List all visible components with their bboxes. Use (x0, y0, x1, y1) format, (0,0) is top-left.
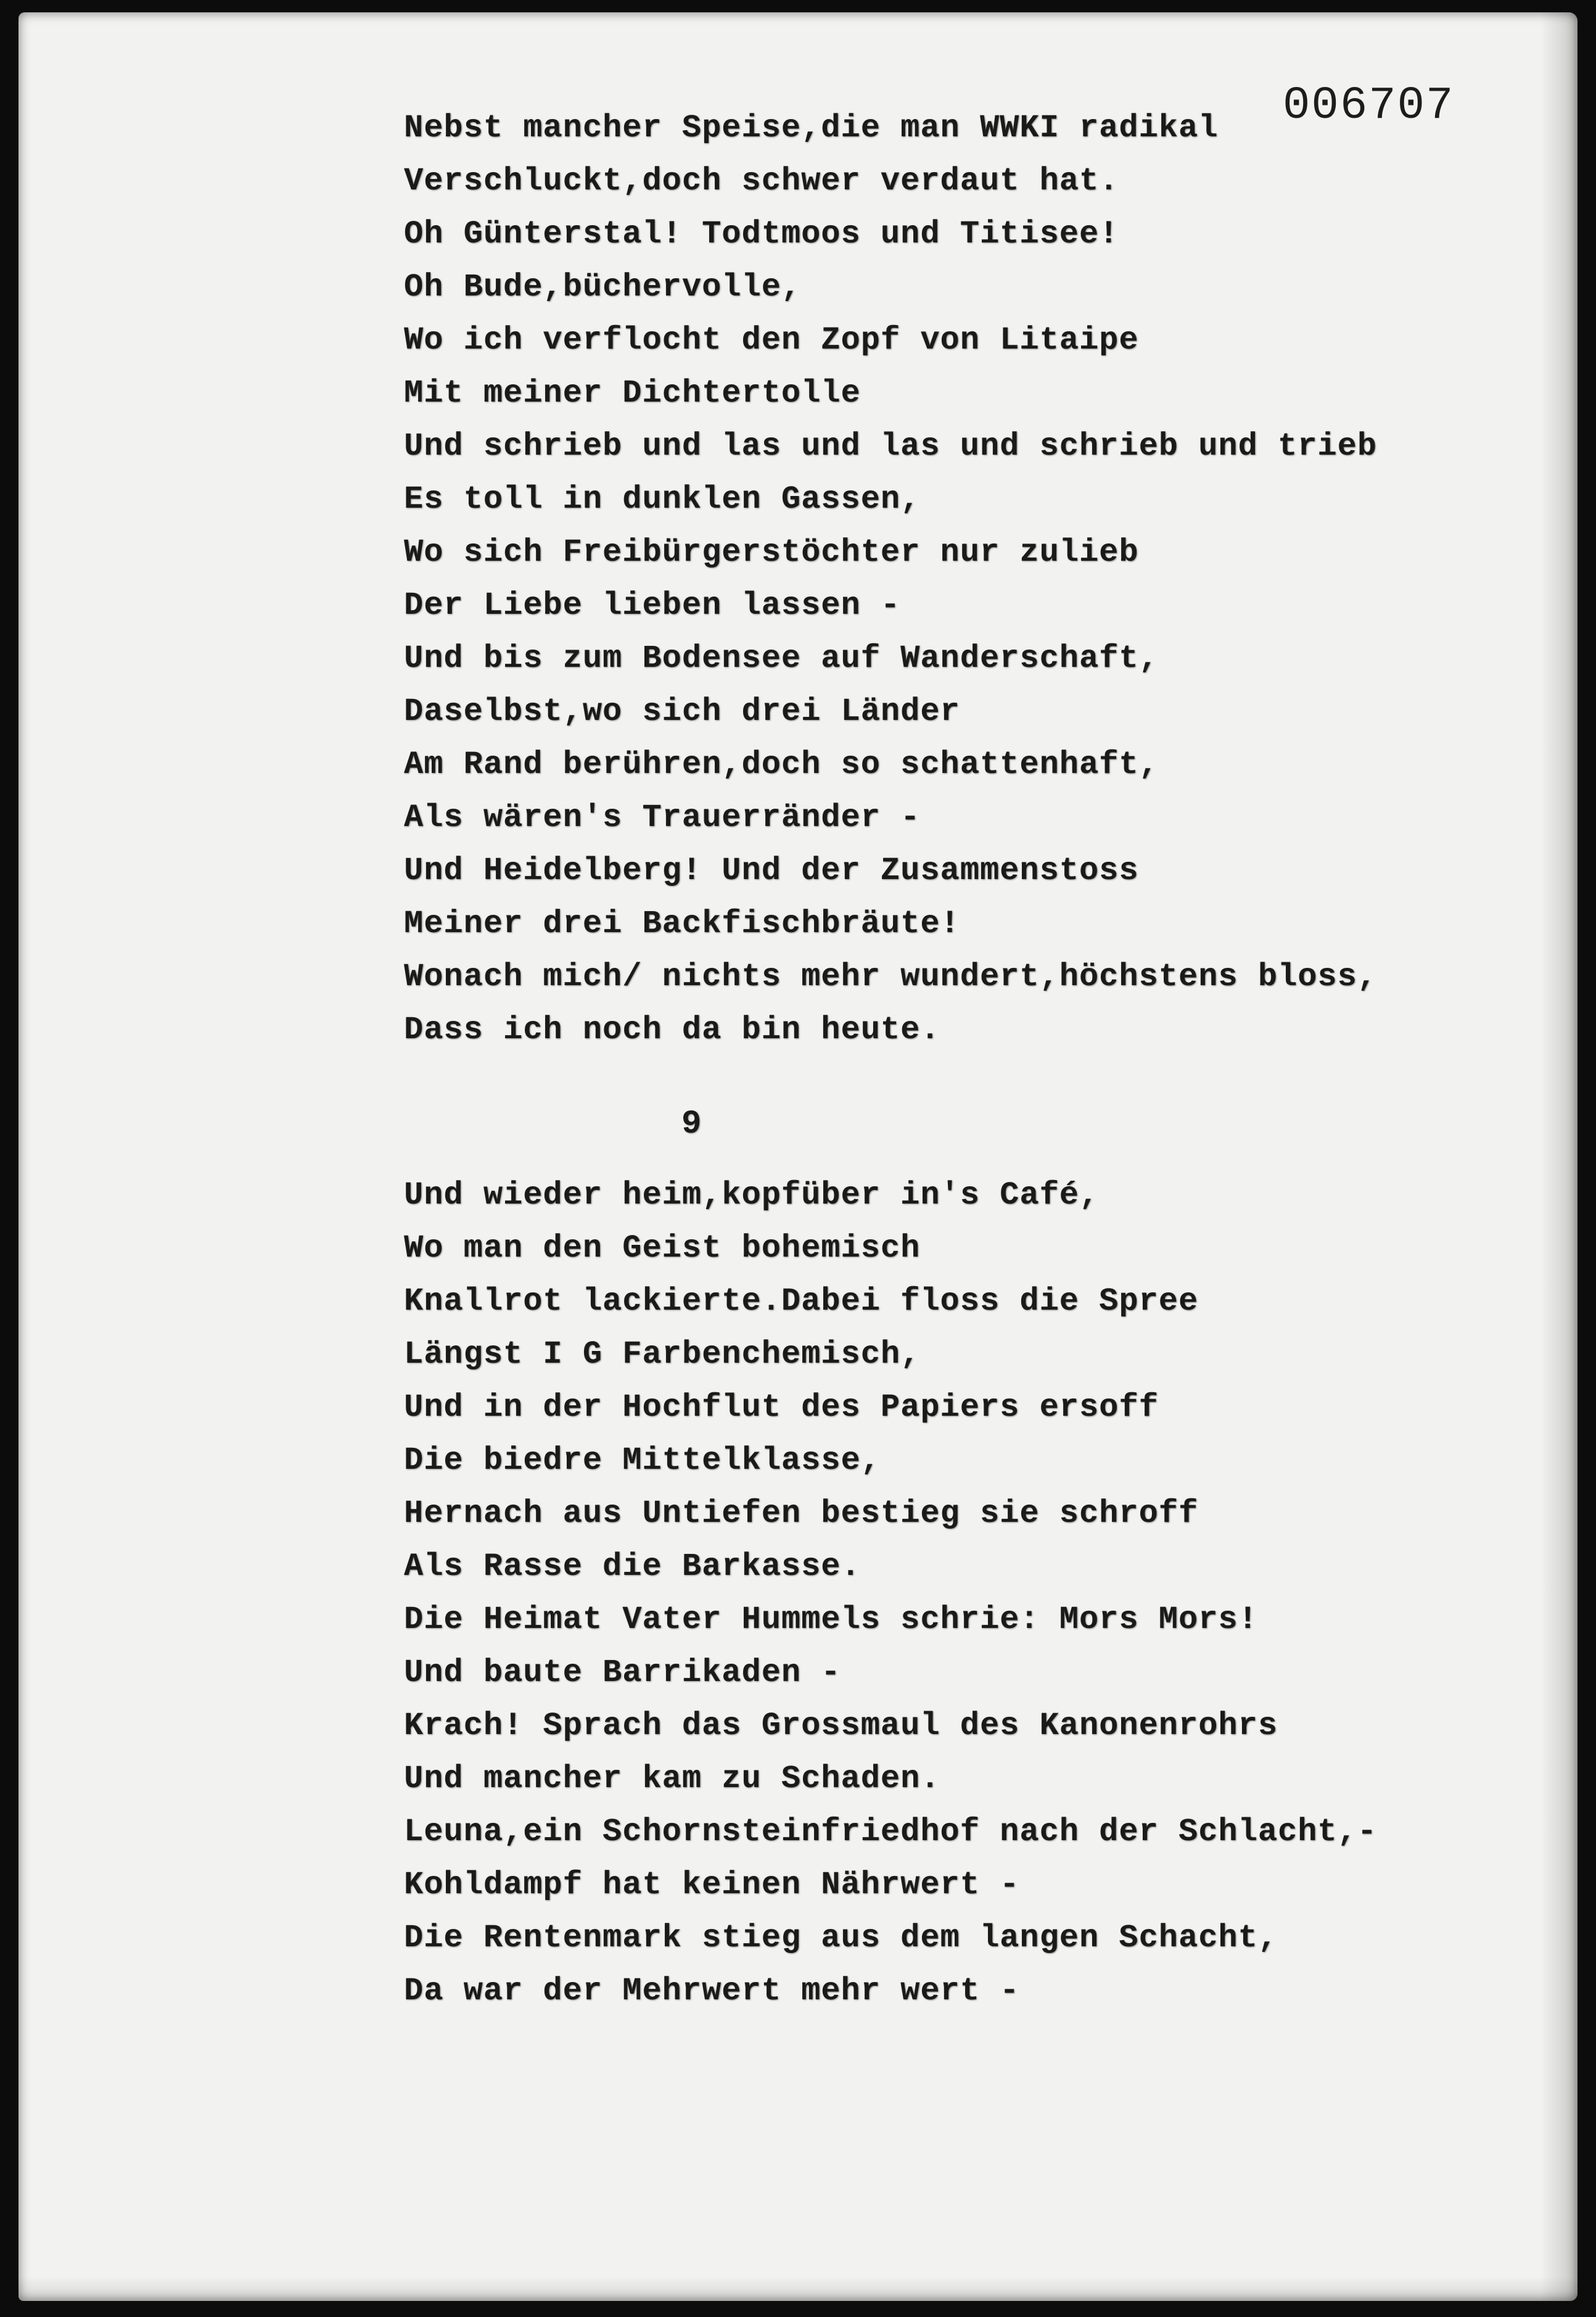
poem-line: Leuna,ein Schornsteinfriedhof nach der Schlacht,- (404, 1814, 1378, 1850)
poem-line: Oh Bude,büchervolle, (404, 269, 802, 305)
poem-line: Die Heimat Vater Hummels schrie: Mors Mors! (404, 1601, 1258, 1638)
poem-line: Längst I G Farbenchemisch, (404, 1336, 921, 1373)
archive-stamp-number: 006707 (1283, 80, 1455, 132)
poem-line: Meiner drei Backfischbräute! (404, 906, 960, 942)
poem-line: Oh Günterstal! Todtmoos und Titisee! (404, 216, 1119, 252)
poem-line: Die biedre Mittelklasse, (404, 1442, 881, 1479)
poem-line: Und schrieb und las und las und schrieb und trieb (404, 428, 1378, 465)
poem-line: Wo ich verflocht den Zopf von Litaipe (404, 322, 1139, 358)
poem-line: Daselbst,wo sich drei Länder (404, 693, 960, 730)
poem-stanza-2 (404, 1169, 1452, 2018)
poem-line: Wonach mich/ nichts mehr wundert,höchstens bloss, (404, 959, 1378, 995)
poem-stanza-1 (404, 102, 1452, 1057)
poem-line: Kohldampf hat keinen Nährwert - (404, 1867, 1020, 1903)
poem-line: Verschluckt,doch schwer verdaut hat. (404, 163, 1119, 199)
poem-line: Und wieder heim,kopfüber in's Café, (404, 1177, 1100, 1213)
poem-line: Und in der Hochflut des Papiers ersoff (404, 1389, 1159, 1426)
poem-line: Am Rand berühren,doch so schattenhaft, (404, 746, 1159, 783)
poem-line: Dass ich noch da bin heute. (404, 1012, 940, 1048)
poem-line: Als wären's Trauerränder - (404, 799, 921, 836)
poem-line: Da war der Mehrwert mehr wert - (404, 1973, 1020, 2009)
section-number: 9 (681, 1105, 702, 1143)
poem-line: Mit meiner Dichtertolle (404, 375, 861, 411)
poem-line: Als Rasse die Barkasse. (404, 1548, 861, 1585)
poem-line: Hernach aus Untiefen bestieg sie schroff (404, 1495, 1199, 1532)
page-bottom-shadow (19, 2276, 1577, 2301)
poem-line: Nebst mancher Speise,die man WWKI radikal (404, 110, 1219, 146)
poem-line: Und Heidelberg! Und der Zusammenstoss (404, 853, 1139, 889)
poem-line: Und baute Barrikaden - (404, 1654, 841, 1691)
poem-line: Wo man den Geist bohemisch (404, 1230, 921, 1266)
poem-line: Und mancher kam zu Schaden. (404, 1761, 940, 1797)
poem-line: Es toll in dunklen Gassen, (404, 481, 921, 518)
page-edge-shadow (1540, 12, 1577, 2301)
poem-line: Der Liebe lieben lassen - (404, 587, 901, 624)
poem-line: Die Rentenmark stieg aus dem langen Schacht, (404, 1920, 1278, 1956)
poem-line: Wo sich Freibürgerstöchter nur zulieb (404, 534, 1139, 571)
poem-line: Krach! Sprach das Grossmaul des Kanonenrohrs (404, 1708, 1278, 1744)
poem-line: Knallrot lackierte.Dabei floss die Spree (404, 1283, 1199, 1320)
poem-line: Und bis zum Bodensee auf Wanderschaft, (404, 640, 1159, 677)
